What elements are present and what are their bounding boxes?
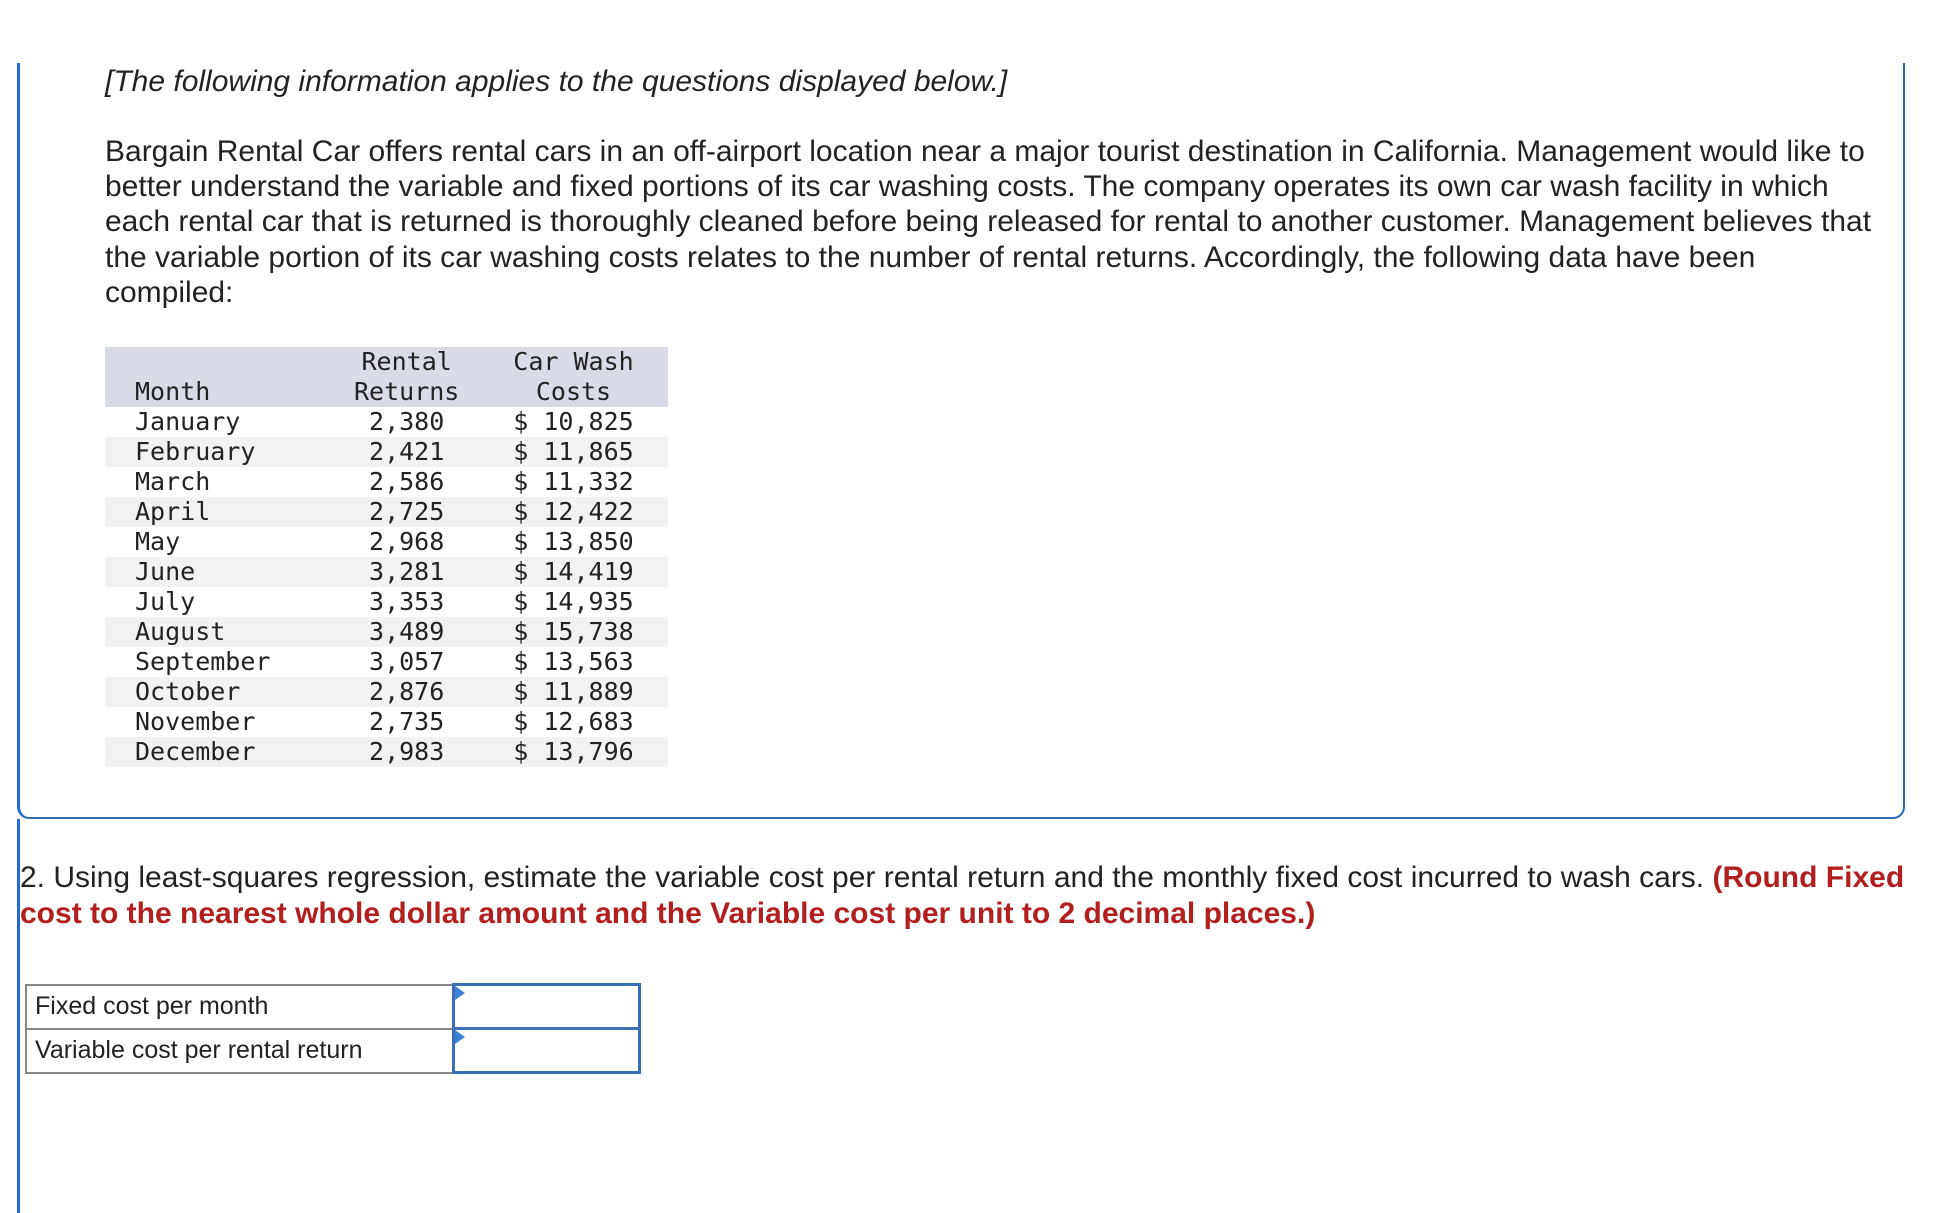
- cell-month: June: [105, 557, 334, 587]
- table-row: [105, 737, 668, 767]
- cell-month: February: [105, 437, 334, 467]
- question-text: 2. Using least-squares regression, estimate the variable cost per rental return and the monthly fixed cost incurred to wash cars.: [20, 861, 1705, 894]
- table-row: [105, 497, 668, 527]
- fixed-cost-input[interactable]: [455, 986, 638, 1027]
- cell-returns: 2,586: [369, 467, 445, 496]
- cell-returns: 2,876: [334, 677, 479, 707]
- variable-cost-label: Variable cost per rental return: [26, 1029, 453, 1073]
- cell-month: March: [135, 467, 211, 496]
- cell-returns: 2,968: [369, 527, 445, 556]
- table-row: [105, 407, 668, 437]
- cell-month: April: [105, 497, 334, 527]
- cell-month: May: [135, 527, 181, 556]
- cell-costs: $ 13,796: [479, 737, 668, 767]
- cell-month: July: [135, 587, 196, 616]
- cell-costs: $ 14,419: [479, 557, 668, 587]
- cell-month: August: [105, 617, 334, 647]
- table-row: [105, 587, 668, 617]
- cell-costs: $ 10,825: [513, 407, 634, 436]
- cell-costs: $ 14,935: [513, 587, 634, 616]
- cell-returns: 3,057: [369, 647, 445, 676]
- table-row: [105, 677, 668, 707]
- cell-month: January: [135, 407, 241, 436]
- table-row: [105, 437, 668, 467]
- cell-returns: 2,725: [334, 497, 479, 527]
- variable-cost-cell: [453, 1029, 639, 1073]
- fixed-cost-label: Fixed cost per month: [26, 985, 453, 1029]
- intro-paragraph: Bargain Rental Car offers rental cars in an off-airport location near a major tourist destination in California. Management would like to better understand the variable and fixed portions of its car washing costs. The company operates its own car wash facility in which each rental car that is returned is thoroughly cleaned before being released for rental to another customer. Management believes that the variable portion of its car washing costs relates to the number of rental returns. Accordingly, the following data have been compiled:: [105, 135, 1872, 309]
- cell-costs: $ 11,332: [513, 467, 634, 496]
- header-rental-returns: Rental Returns: [334, 347, 479, 407]
- header-month: Month: [105, 347, 334, 407]
- cell-returns: 2,380: [369, 407, 445, 436]
- cell-month: September: [135, 647, 271, 676]
- cell-costs: $ 11,889: [479, 677, 668, 707]
- cell-returns: 2,983: [334, 737, 479, 767]
- cell-month: November: [135, 707, 256, 736]
- table-row: [105, 527, 668, 557]
- cell-returns: 3,353: [369, 587, 445, 616]
- variable-cost-input[interactable]: [455, 1030, 638, 1071]
- header-car-wash-costs: Car Wash Costs: [479, 347, 668, 407]
- cell-month: October: [105, 677, 334, 707]
- answer-table: [25, 983, 641, 1074]
- intro-note: [The following information applies to the questions displayed below.]: [105, 65, 1008, 98]
- table-row: [105, 647, 668, 677]
- cell-costs: $ 11,865: [479, 437, 668, 467]
- answer-row-fixed: [26, 985, 639, 1029]
- fixed-cost-cell: [453, 985, 639, 1029]
- cell-costs: $ 12,683: [513, 707, 634, 736]
- answer-row-variable: [26, 1029, 639, 1073]
- cell-costs: $ 12,422: [479, 497, 668, 527]
- cell-returns: 3,281: [334, 557, 479, 587]
- rounding-note: (Round Fixed cost to the nearest whole dollar amount and the Variable cost per unit to 2 decimal places.): [20, 861, 1905, 930]
- input-marker-icon: [455, 1030, 465, 1044]
- table-row: [105, 467, 668, 497]
- input-marker-icon: [455, 986, 465, 1000]
- cell-costs: $ 13,850: [513, 527, 634, 556]
- cell-returns: 2,421: [334, 437, 479, 467]
- table-row: [105, 557, 668, 587]
- data-table: [105, 347, 668, 767]
- question-prompt: [20, 860, 1915, 932]
- cell-returns: 3,489: [334, 617, 479, 647]
- table-header-row: [105, 347, 668, 407]
- cell-returns: 2,735: [369, 707, 445, 736]
- cell-costs: $ 13,563: [513, 647, 634, 676]
- cell-costs: $ 15,738: [479, 617, 668, 647]
- table-row: [105, 617, 668, 647]
- table-row: [105, 707, 668, 737]
- cell-month: December: [105, 737, 334, 767]
